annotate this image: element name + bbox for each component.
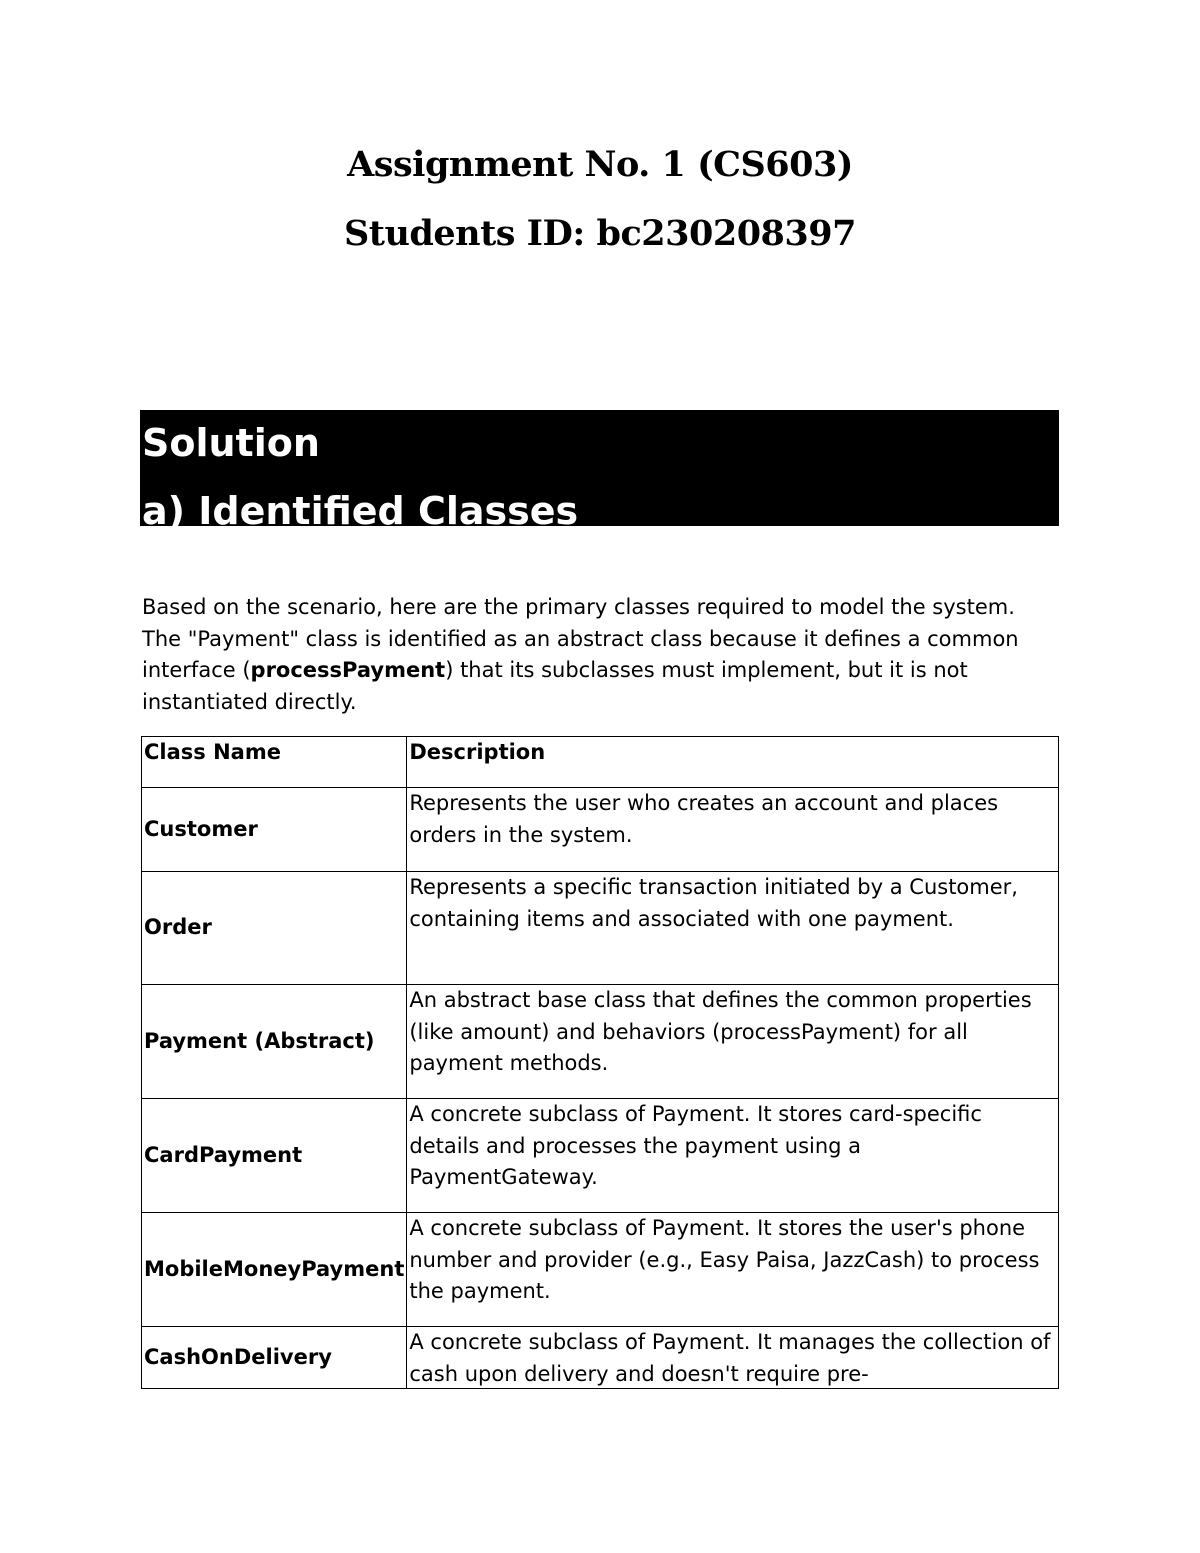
class-description-cell: An abstract base class that defines the common properties (like amount) and behaviors (processPayment) for all payment methods.: [407, 985, 1059, 1099]
class-name-cell: Order: [142, 872, 407, 985]
table-header-row: [142, 737, 1059, 788]
student-id: Students ID: bc230208397: [344, 213, 856, 254]
intro-text-end: ) that its subclasses must implement, but it is not instantiated directly.: [142, 658, 968, 715]
table-row: [142, 1327, 1059, 1389]
solution-banner: [140, 410, 1059, 533]
table-row: [142, 1099, 1059, 1213]
column-header-class-name: Class Name: [142, 737, 407, 788]
class-description-cell: A concrete subclass of Payment. It stores the user's phone number and provider (e.g., Easy Paisa, JazzCash) to process the payment.: [407, 1213, 1059, 1327]
table-row: [142, 1213, 1059, 1327]
class-description-cell: [407, 1327, 1059, 1389]
identified-classes-heading: a) Identified Classes: [142, 489, 579, 533]
class-description-text: A concrete subclass of Payment. It manages the collection of cash upon delivery and doesn't require pre-: [409, 1330, 1051, 1386]
intro-text-start: Based on the scenario, here are the primary classes required to model the system. The "Payment" class is identified as an abstract class because it defines a common interface (: [142, 595, 1019, 683]
class-name-cell: CardPayment: [142, 1099, 407, 1213]
table-row: [142, 985, 1059, 1099]
table-row: [142, 872, 1059, 985]
class-description-cell: A concrete subclass of Payment. It stores card-specific details and processes the payment using a PaymentGateway.: [407, 1099, 1059, 1213]
class-name-cell: MobileMoneyPayment: [142, 1213, 407, 1327]
class-name-cell: Customer: [142, 788, 407, 872]
classes-table: [141, 736, 1059, 1389]
class-description-cell: Represents a specific transaction initiated by a Customer, containing items and associated with one payment.: [407, 872, 1059, 985]
column-header-description: Description: [407, 737, 1059, 788]
intro-paragraph: [142, 592, 1052, 719]
document-title: Assignment No. 1 (CS603): [347, 144, 853, 185]
class-name-cell: CashOnDelivery: [142, 1327, 407, 1389]
intro-bold-method: processPayment: [250, 658, 446, 683]
table-row: [142, 788, 1059, 872]
class-name-cell: Payment (Abstract): [142, 985, 407, 1099]
solution-heading: Solution: [142, 421, 320, 465]
class-description-cell: Represents the user who creates an account and places orders in the system.: [407, 788, 1059, 872]
